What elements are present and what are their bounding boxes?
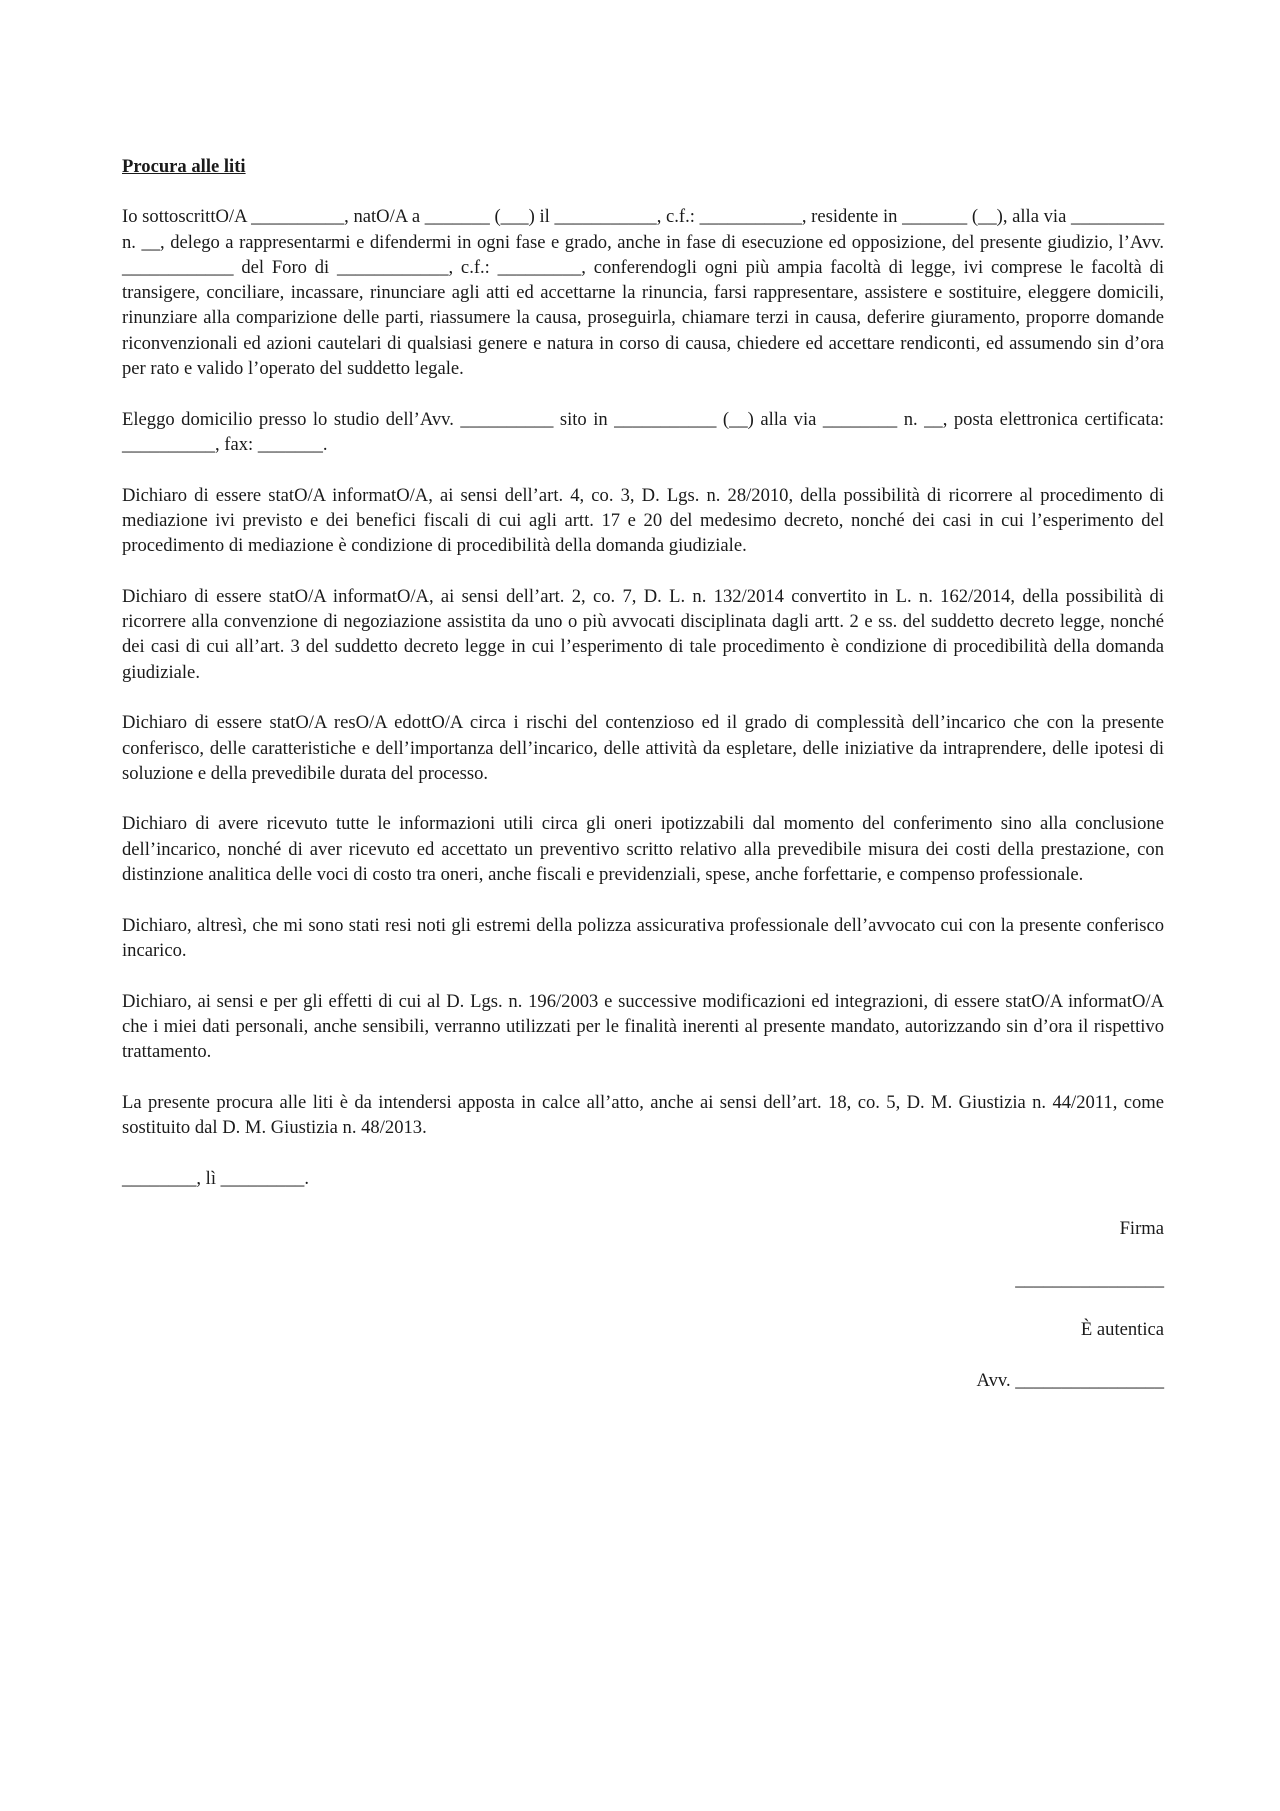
document-title: Procura alle liti bbox=[122, 156, 246, 177]
signature-line: ________________ bbox=[1015, 1268, 1164, 1290]
paragraph-mandate: Io sottoscrittO/A __________, natO/A a _______ (___) il ___________, c.f.: ___________, residente in _______ (__), alla via __________ n. __, delego a rappresentarmi e difendermi in ogni fase e grado, anche in fase di esecuzione ed opposizione, del presente giudizio, l’Avv. ____________ del Foro di ____________, c.f.: _________, conferendogli ogni più ampia facoltà di legge, ivi comprese le facoltà di transigere, conciliare, incassare, rinunciare agli atti ed accettarne la rinuncia, farsi rappresentare, assistere e sostituire, eleggere domicili, rinunziare alla comparizione delle parti, riassumere la causa, proseguirla, chiamare terzi in causa, deferire giuramento, proporre domande riconvenzionali ed azioni cautelari di qualsiasi genere e natura in corso di causa, chiedere ed accettare rendiconti, ed assumendo sin d’ora per rato e valido l’operato del suddetto legale. bbox=[122, 206, 1164, 380]
date-place-line: ________, lì _________. bbox=[122, 1167, 309, 1189]
paragraph-negotiation: Dichiaro di essere statO/A informatO/A, ai sensi dell’art. 2, co. 7, D. L. n. 132/2014 convertito in L. n. 162/2014, della possibilità di ricorrere alla convenzione di negoziazione assistita da uno o più avvocati disciplinata dagli artt. 2 e ss. del suddetto decreto legge, nonché dei casi di cui all’art. 3 del suddetto decreto legge in cui l’esperimento di tale procedimento è condizione di procedibilità della domanda giudiziale. bbox=[122, 585, 1164, 683]
paragraph-domicile: Eleggo domicilio presso lo studio dell’Avv. __________ sito in ___________ (__) alla via ________ n. __, posta elettronica certificata: __________, fax: _______. bbox=[122, 408, 1164, 455]
authentication-label: È autentica bbox=[1080, 1319, 1164, 1341]
paragraph-placement: La presente procura alle liti è da intendersi apposta in calce all’atto, anche ai sensi dell’art. 18, co. 5, D. M. Giustizia n. 44/2011, come sostituito dal D. M. Giustizia n. 48/2013. bbox=[122, 1091, 1164, 1138]
paragraph-insurance: Dichiaro, altresì, che mi sono stati resi noti gli estremi della polizza assicurativa professionale dell’avvocato cui con la presente conferisco incarico. bbox=[122, 914, 1164, 961]
document-page bbox=[122, 154, 1164, 1393]
paragraph-mediation: Dichiaro di essere statO/A informatO/A, ai sensi dell’art. 4, co. 3, D. Lgs. n. 28/2010, della possibilità di ricorrere al procedimento di mediazione ivi previsto e dei benefici fiscali di cui agli artt. 17 e 20 del medesimo decreto, nonché dei casi in cui l’esperimento del procedimento di mediazione è condizione di procedibilità della domanda giudiziale. bbox=[122, 484, 1164, 557]
signature-label: Firma bbox=[1119, 1218, 1164, 1240]
lawyer-signature-line: Avv. ________________ bbox=[976, 1369, 1164, 1391]
paragraph-privacy: Dichiaro, ai sensi e per gli effetti di cui al D. Lgs. n. 196/2003 e successive modificazioni ed integrazioni, di essere statO/A informatO/A che i miei dati personali, anche sensibili, verranno utilizzati per le finalità inerenti al presente mandato, autorizzando sin d’ora il rispettivo trattamento. bbox=[122, 990, 1164, 1063]
paragraph-costs: Dichiaro di avere ricevuto tutte le informazioni utili circa gli oneri ipotizzabili dal momento del conferimento sino alla conclusione dell’incarico, nonché di aver ricevuto ed accettato un preventivo scritto relativo alla prevedibile misura dei costi della prestazione, con distinzione analitica delle voci di costo tra oneri, anche fiscali e previdenziali, spese, anche forfettarie, e compenso professionale. bbox=[122, 813, 1164, 886]
paragraph-risks: Dichiaro di essere statO/A resO/A edottO/A circa i rischi del contenzioso ed il grado di complessità dell’incarico che con la presente conferisco, delle caratteristiche e dell’importanza dell’incarico, delle attività da espletare, delle iniziative da intraprendere, delle ipotesi di soluzione e della prevedibile durata del processo. bbox=[122, 712, 1164, 784]
